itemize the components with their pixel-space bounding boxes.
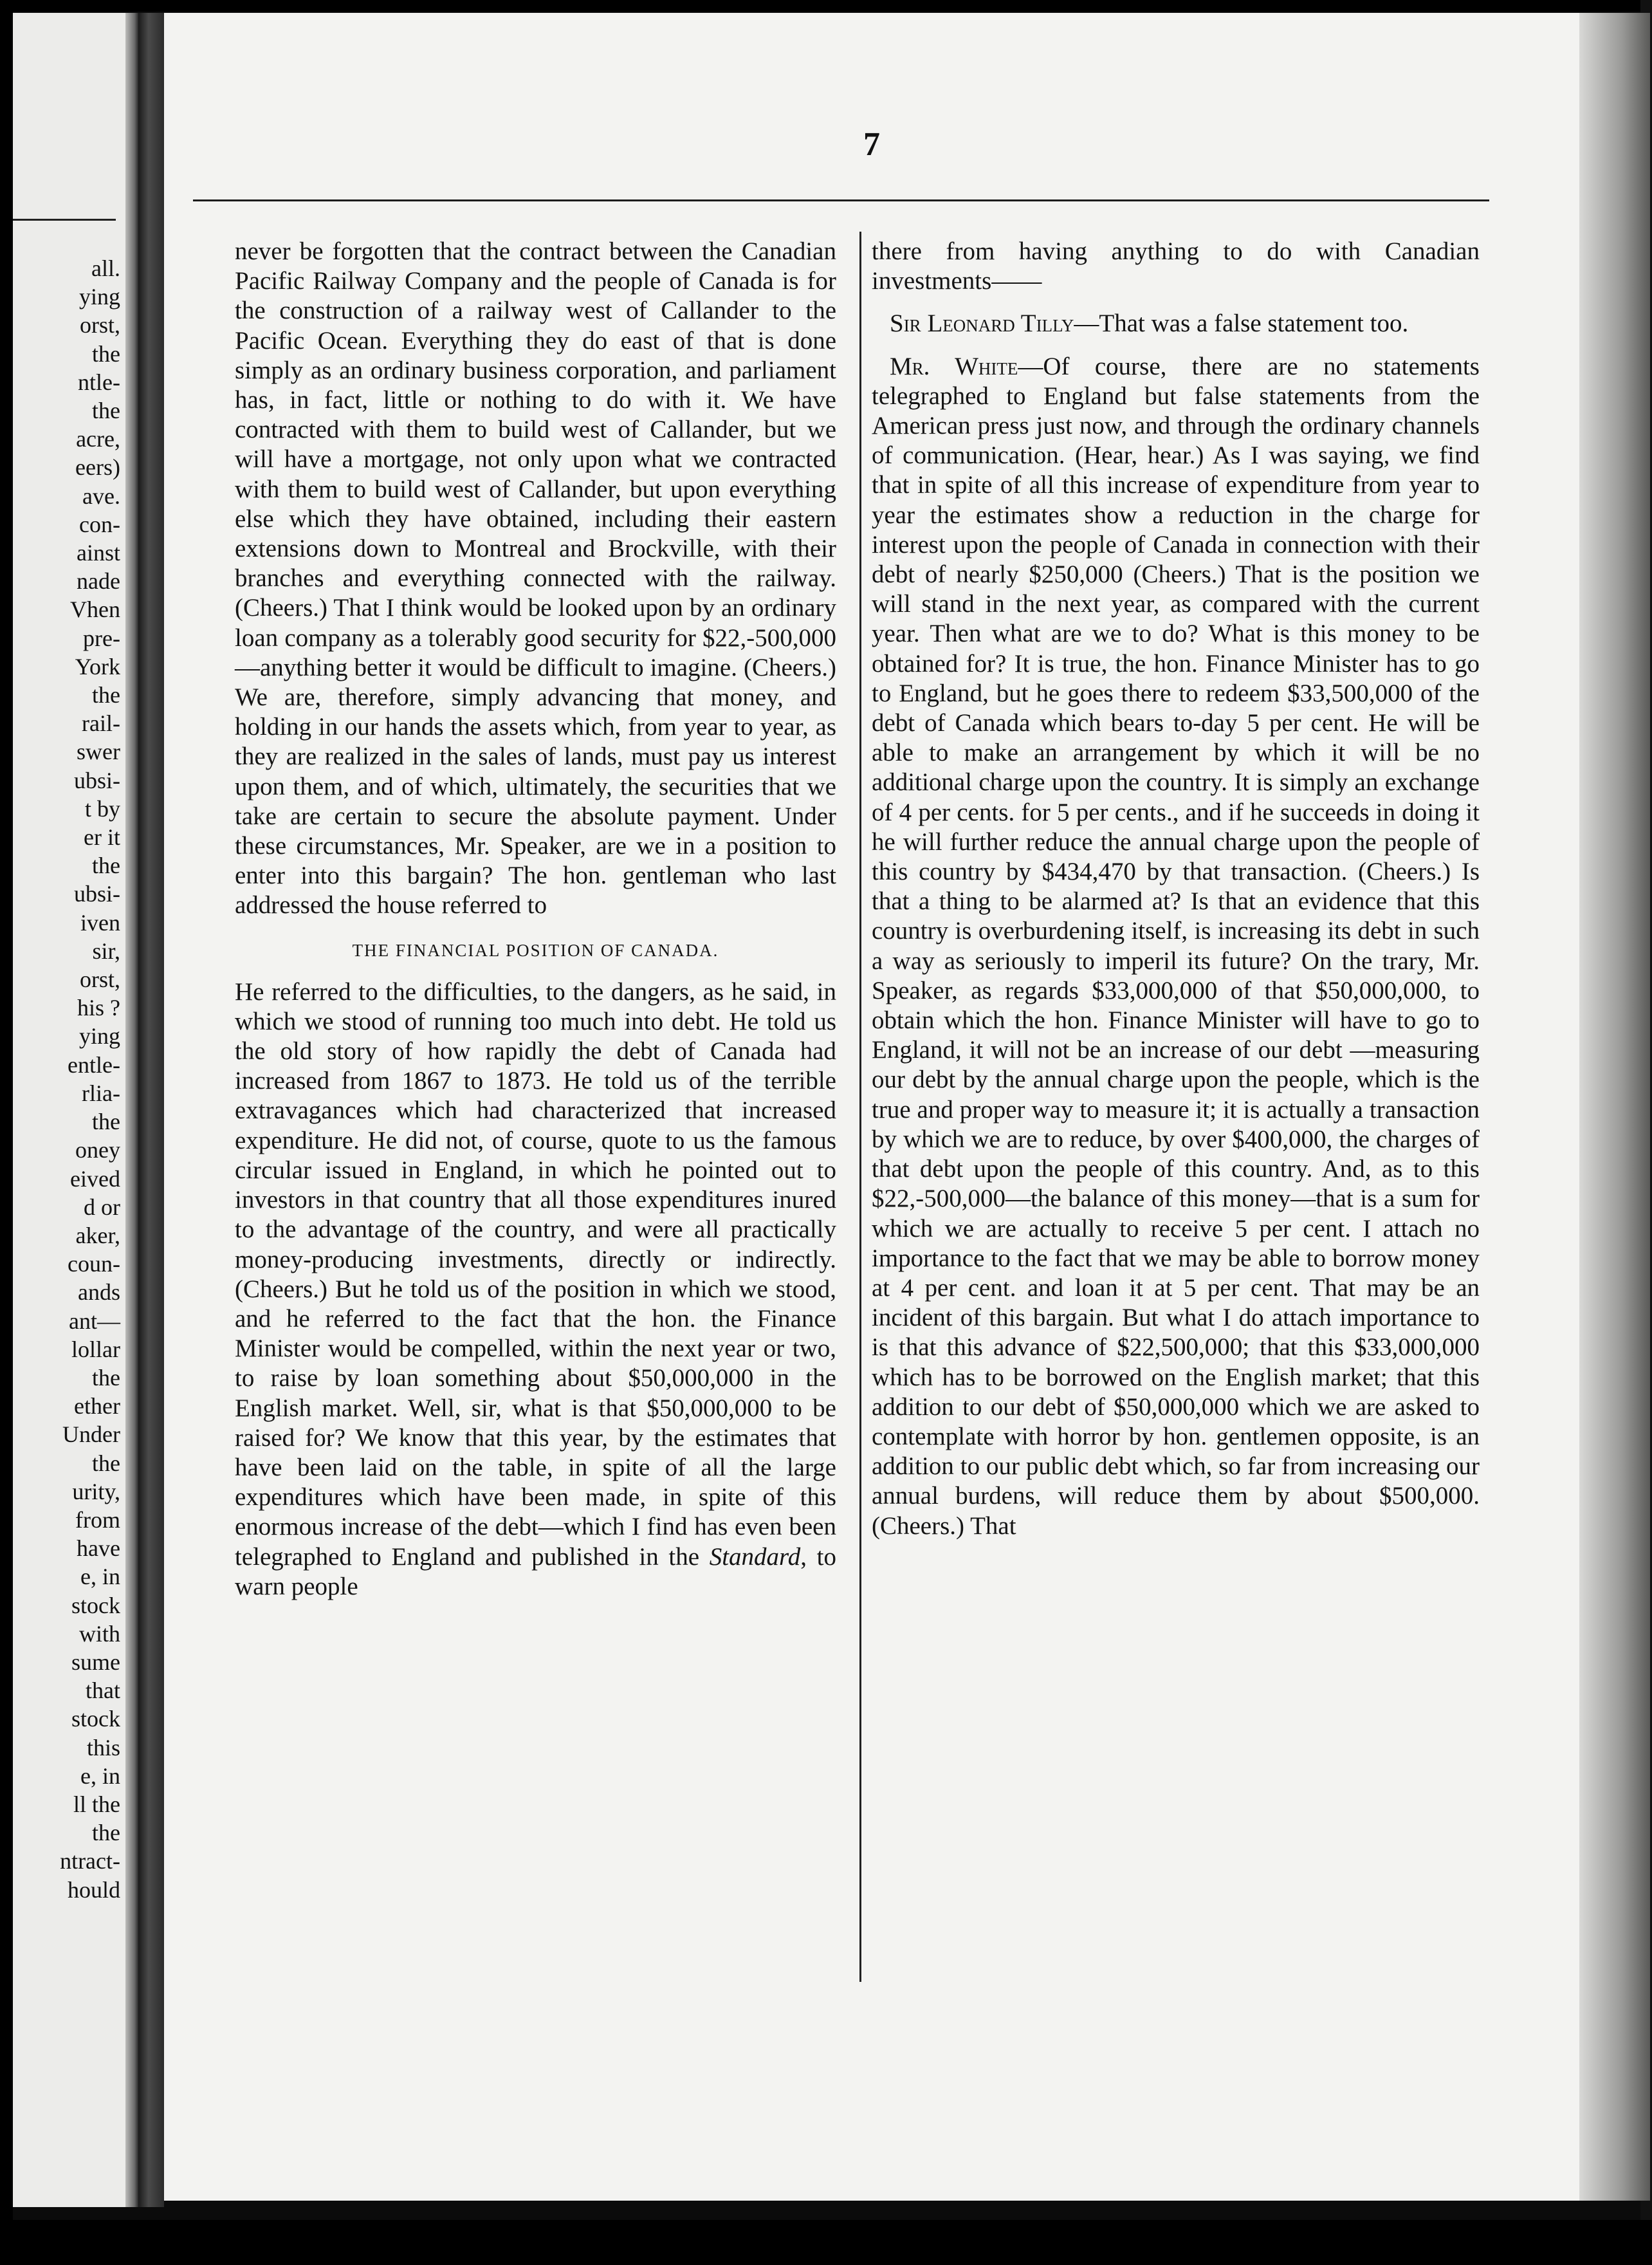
paragraph [235, 977, 836, 1602]
facing-page-fragment: urity, [72, 1478, 120, 1504]
facing-page-fragment: the [92, 1109, 120, 1135]
paragraph-text: , to warn people [235, 1542, 836, 1600]
main-page [164, 13, 1579, 2201]
facing-page-fragment: this [86, 1734, 120, 1761]
facing-page-fragment: con- [79, 511, 120, 537]
page-edge-shadow [1579, 13, 1650, 2201]
facing-page-fragment: York [75, 653, 120, 680]
facing-page-fragment: sir, [92, 938, 120, 964]
facing-page-fragment: entle- [68, 1051, 120, 1078]
facing-page-fragment: ubsi- [74, 881, 120, 907]
facing-page-fragment: ntract- [60, 1848, 120, 1874]
facing-page-fragment: rail- [82, 710, 120, 737]
facing-page-strip [13, 13, 138, 2207]
newspaper-title: Standard [709, 1542, 801, 1571]
facing-page-fragment: hould [67, 1876, 120, 1903]
scan-border-left [0, 0, 13, 2265]
facing-page-fragment: ands [78, 1279, 120, 1306]
facing-page-fragment: sume [71, 1649, 120, 1675]
facing-page-text-fragments [60, 254, 120, 1904]
speaker-name: Mr. White [890, 352, 1018, 380]
facing-page-fragment: eived [70, 1165, 120, 1192]
facing-page-fragment: the [92, 340, 120, 367]
facing-page-fragment: Vhen [70, 596, 120, 623]
book-gutter [138, 13, 164, 2207]
facing-page-fragment: the [92, 1450, 120, 1476]
facing-page-fragment: ubsi- [74, 767, 120, 793]
facing-page-rule [13, 219, 116, 221]
paragraph: there from having anything to do with Canadian investments—— [872, 237, 1480, 295]
facing-page-fragment: ave. [82, 483, 120, 509]
facing-page-fragment: pre- [83, 625, 120, 651]
speaker-name: Sir Leonard Tilly [890, 310, 1074, 338]
facing-page-fragment: t by [84, 795, 120, 822]
facing-page-fragment: aker, [75, 1222, 120, 1248]
paragraph [872, 352, 1480, 1541]
facing-page-fragment: acre, [76, 426, 120, 452]
facing-page-fragment: from [75, 1506, 120, 1533]
scan-border-top [0, 0, 1652, 12]
facing-page-fragment: stock [71, 1592, 120, 1618]
paragraph-text: —Of course, there are no statements telegraphed to England but false statements from the American press just now, and through the ordinary channels of communication. (Hear, hear.) As I was saying, we find that in spite of all this increase of expenditure from year to year the estimates show a reduction in the charge for interest upon the people of Canada in connection with their debt of nearly $250,000 (Cheers.) That is the position we will stand in the next year, as compared with the current year. Then what are we to do? What is this money to be obtained for? It is true, the hon. Finance Minister has to go to England, but he goes there to redeem $33,500,000 of the debt of Canada which bears to-day 5 per cent. He will be able to make an arrangement by which it will be no additional charge upon the country. It is simply an exchange of 4 per cents. for 5 per cents., and if he succeeds in doing it he will further reduce the annual charge upon the people of this country by $434,470 by that transaction. (Cheers.) Is that a thing to be alarmed at? Is that an evidence that this country is overburdening itself, is increasing its debt in such a way as seriously to imperil its future? On the trary, Mr. Speaker, as regards $33,000,000 of that $50,000,000, to obtain which the hon. Finance Minister will have to go to England, it will not be an increase of our debt —measuring our debt by the annual charge upon the people, which is the true and proper way to measure it; it is actually a transaction by which we are to reduce, by over $400,000, the charges of that debt upon the people of this country. And, as to this $22,-500,000—the balance of this money—that is a sum for which we are actually to receive 5 per cent. I attach no importance to the fact that we may be able to borrow money at 4 per cent. and loan it at 5 per cent. That may be an incident of this bargain. But what I do attach importance to is that this advance of $22,500,000; that this $33,000,000 which has to be borrowed on the English market; that this addition to our debt of $50,000,000 which we are asked to contemplate with horror by hon. gentlemen opposite, is an addition to our public debt which, so far from increasing our annual burdens, will reduce them by about $500,000. (Cheers.) That [872, 352, 1480, 1540]
facing-page-fragment: swer [77, 739, 120, 765]
paragraph-text: —That was a false statement too. [1074, 310, 1409, 338]
paragraph: never be forgotten that the contract between the Canadian Pacific Railway Company and the people of Canada is for the construction of a railway west of Callander to the Pacific Ocean. Everything they do east of that is done simply as an ordinary business corporation, and parliament has, in fact, little or nothing to do with it. We have contracted with them to build west of Callander, but we will have a mortgage, not only upon what we contracted with them to build west of Callander, but upon everything else which they have obtained, including their eastern extensions down to Montreal and Brockville, with their branches and everything connected with the railway. (Cheers.) That I think would be looked upon by an ordinary loan company as a tolerably good security for $22,-500,000—anything better it would be difficult to imagine. (Cheers.) We are, therefore, simply advancing that money, and holding in our hands the assets which, from year to year, as they are realized in the sales of lands, must pay us interest upon them, and of which, ultimately, the securities that we take are certain to secure the absolute payment. Under these circumstances, Mr. Speaker, are we in a position to enter into this bargain? The hon. gentleman who last addressed the house referred to [235, 237, 836, 920]
facing-page-fragment: ying [78, 284, 120, 310]
column-divider [859, 232, 861, 1982]
facing-page-fragment: the [92, 1820, 120, 1846]
facing-page-fragment: iven [80, 909, 120, 936]
facing-page-fragment: the [92, 682, 120, 708]
facing-page-fragment: Under [62, 1421, 120, 1448]
facing-page-fragment: rlia- [82, 1080, 120, 1106]
facing-page-fragment: e, in [80, 1564, 120, 1590]
facing-page-fold-shadow [125, 13, 138, 2207]
facing-page-fragment: orst, [80, 966, 120, 993]
facing-page-fragment: eers) [75, 454, 120, 481]
page-number: 7 [863, 126, 880, 163]
header-rule [193, 199, 1489, 201]
facing-page-fragment: that [86, 1678, 120, 1704]
paragraph [872, 309, 1480, 338]
facing-page-fragment: coun- [68, 1251, 120, 1277]
facing-page-fragment: with [78, 1620, 120, 1647]
facing-page-fragment: e, in [80, 1762, 120, 1789]
facing-page-fragment: the [92, 1364, 120, 1391]
facing-page-fragment: ainst [77, 540, 120, 566]
facing-page-fragment: oney [75, 1137, 120, 1163]
facing-page-fragment: all. [91, 255, 120, 281]
text-column-right [872, 237, 1480, 1541]
facing-page-fragment: d or [84, 1194, 120, 1220]
text-column-left [235, 237, 836, 1602]
scan-border-bottom [0, 2220, 1652, 2265]
facing-page-fragment: the [92, 398, 120, 424]
facing-page-fragment: have [77, 1535, 120, 1562]
facing-page-fragment: the [92, 853, 120, 879]
facing-page-fragment: stock [71, 1706, 120, 1732]
facing-page-fragment: his ? [77, 995, 120, 1021]
facing-page-fragment: ntle- [78, 369, 120, 395]
facing-page-fragment: orst, [80, 312, 120, 338]
facing-page-fragment: nade [77, 568, 120, 595]
paragraph-text: He referred to the difficulties, to the dangers, as he said, in which we stood of running too much into debt. He told us the old story of how rapidly the debt of Canada had increased from 1867 to 1873. He told us of the terrible extravagances which had characterized that increased expenditure. He did not, of course, quote to us the famous circular issued in England, in which he pointed out to investors in that country that all those expenditures inured to the advantage of the country, and were all practically money-producing investments, directly or indirectly. (Cheers.) But he told us of the position in which we stood, and he referred to the fact that the hon. the Finance Minister would be compelled, within the next year or two, to raise by loan something about $50,000,000 in the English market. Well, sir, what is that $50,000,000 to be raised for? We know that this year, by the estimates that have been laid on the table, in spite of all the large expenditures which have been made, in spite of this enormous increase of the debt—which I find has even been telegraphed to England and published in the [235, 977, 836, 1571]
facing-page-fragment: lollar [71, 1336, 120, 1362]
section-heading: THE FINANCIAL POSITION OF CANADA. [352, 940, 719, 960]
facing-page-fragment: ll the [73, 1791, 120, 1817]
facing-page-fragment: ether [74, 1393, 120, 1419]
facing-page-fragment: ant— [69, 1308, 120, 1334]
facing-page-fragment: er it [84, 824, 120, 851]
facing-page-fragment: ying [78, 1023, 120, 1049]
